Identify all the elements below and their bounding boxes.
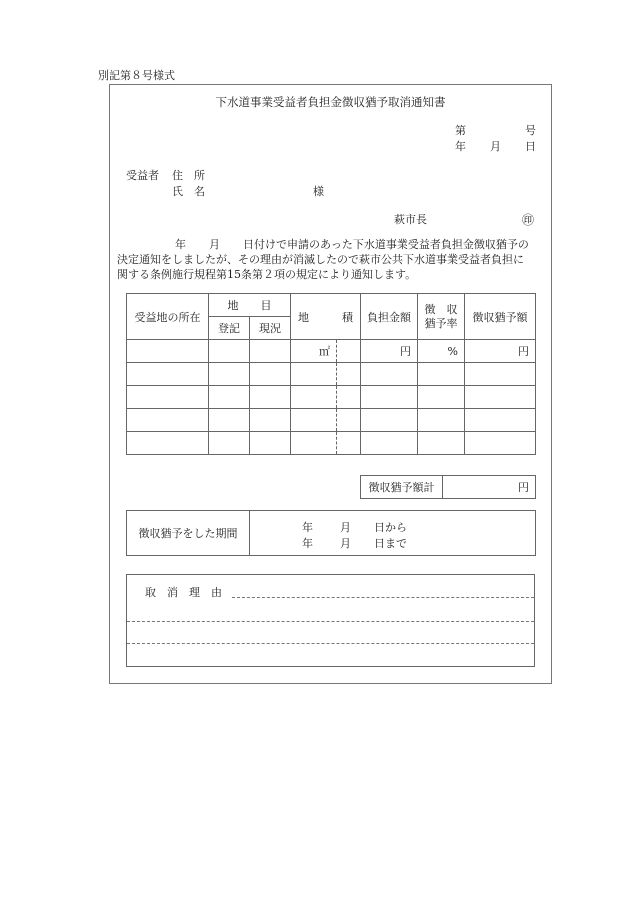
date-year: 年 <box>455 140 466 153</box>
cell-touki <box>209 386 250 409</box>
cell-yuyo <box>465 432 536 455</box>
table-row <box>127 432 536 455</box>
cell-area <box>291 386 337 409</box>
cell-yuyo <box>465 409 536 432</box>
body-month: 月 <box>209 238 220 251</box>
cell-genkyo <box>250 363 291 386</box>
header-chimoku: 地 目 <box>209 294 291 317</box>
reason-line-3 <box>127 643 534 644</box>
cell-rate <box>418 386 465 409</box>
table-row <box>127 386 536 409</box>
cell-touki <box>209 432 250 455</box>
header-rate-line1: 徴 収 <box>424 302 458 316</box>
cell-genkyo <box>250 432 291 455</box>
period-table <box>126 510 536 556</box>
cell-genkyo <box>250 386 291 409</box>
body-line-3: 関する条例施行規程第15条第２項の規定により通知します。 <box>117 268 417 281</box>
recipient-label: 受益者 <box>126 169 159 182</box>
cell-rate <box>418 409 465 432</box>
header-yuyo: 徴収猶予額 <box>465 294 536 340</box>
name-label: 氏 名 <box>172 185 205 198</box>
seal-mark: ㊞ <box>522 213 535 227</box>
cell-location <box>127 340 209 363</box>
cell-touki <box>209 340 250 363</box>
cell-area-frac <box>337 432 361 455</box>
sender-title: 萩市長 <box>394 213 427 226</box>
reason-line-2 <box>127 621 534 622</box>
header-rate-line2: 猶予率 <box>424 316 458 330</box>
table-row <box>127 363 536 386</box>
document-title: 下水道事業受益者負担金徴収猶予取消通知書 <box>215 95 446 109</box>
cell-genkyo <box>250 409 291 432</box>
cell-area <box>291 363 337 386</box>
cell-area <box>291 409 337 432</box>
cell-rate-unit: % <box>418 340 465 363</box>
reason-label: 取 消 理 由 <box>145 586 222 599</box>
cell-rate <box>418 432 465 455</box>
cell-futan <box>361 432 418 455</box>
cell-futan <box>361 386 418 409</box>
total-label: 徴収猶予額計 <box>361 476 443 499</box>
date-day: 日 <box>525 140 536 153</box>
cell-rate <box>418 363 465 386</box>
notice-body <box>117 237 537 282</box>
cell-location <box>127 386 209 409</box>
cell-genkyo <box>250 340 291 363</box>
body-line-2: 決定通知をしましたが、その理由が消滅したので萩市公共下水道事業受益者負担に <box>117 253 524 266</box>
header-genkyo: 現況 <box>250 317 291 340</box>
header-touki: 登記 <box>209 317 250 340</box>
period-from-month: 月 <box>340 521 351 534</box>
cell-location <box>127 363 209 386</box>
cell-area-frac <box>337 386 361 409</box>
total-table <box>360 475 536 499</box>
period-to-month: 月 <box>340 537 351 550</box>
cell-location <box>127 432 209 455</box>
address-label: 住 所 <box>172 169 205 182</box>
cell-area-frac <box>337 363 361 386</box>
period-label: 徴収猶予をした期間 <box>127 511 250 556</box>
doc-number-dai: 第 <box>455 124 466 137</box>
period-from-suffix: 日から <box>374 521 407 534</box>
period-values <box>250 511 536 556</box>
body-line-1: 日付けで申請のあった下水道事業受益者負担金徴収猶予の <box>243 238 529 251</box>
doc-number-go: 号 <box>525 124 536 137</box>
table-row <box>127 340 536 363</box>
table-row <box>127 409 536 432</box>
date-month: 月 <box>490 140 501 153</box>
form-id: 別記第８号様式 <box>98 69 175 82</box>
cell-touki <box>209 363 250 386</box>
cell-yuyo <box>465 386 536 409</box>
cell-area-frac <box>337 340 361 363</box>
reason-line-1 <box>232 597 534 598</box>
total-unit: 円 <box>443 476 536 499</box>
header-location: 受益地の所在 <box>127 294 209 340</box>
cell-area-frac <box>337 409 361 432</box>
cell-futan-unit: 円 <box>361 340 418 363</box>
land-table <box>126 293 536 455</box>
period-from-year: 年 <box>302 521 313 534</box>
cell-area <box>291 432 337 455</box>
cell-touki <box>209 409 250 432</box>
cell-location <box>127 409 209 432</box>
honorific: 様 <box>313 185 324 198</box>
cell-yuyo-unit: 円 <box>465 340 536 363</box>
cell-futan <box>361 363 418 386</box>
header-rate <box>418 294 465 340</box>
header-area: 地 積 <box>291 294 361 340</box>
cell-area-unit: ㎡ <box>291 340 337 363</box>
period-to-suffix: 日まで <box>374 537 407 550</box>
header-futan: 負担金額 <box>361 294 418 340</box>
period-to-year: 年 <box>302 537 313 550</box>
cell-yuyo <box>465 363 536 386</box>
body-year: 年 <box>175 238 186 251</box>
cell-futan <box>361 409 418 432</box>
